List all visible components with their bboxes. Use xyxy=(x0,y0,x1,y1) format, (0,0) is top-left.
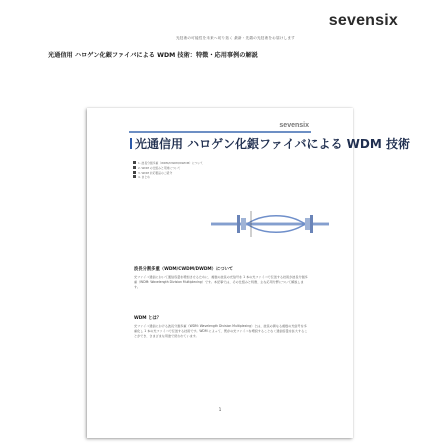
section-heading-1: 波長分割多重（WDM/CWDM/DWDM）について xyxy=(134,267,234,272)
optical-fiber-illustration xyxy=(211,191,329,251)
document-page-preview xyxy=(87,108,410,438)
brand-logo: sevensix xyxy=(328,12,398,29)
brand-tagline: 光技術の可能性を未来へ切り拓く 最新・先端の光技術をお届けします xyxy=(176,36,295,40)
toc-item: 2. WDM の仕組みと用途について xyxy=(133,166,225,171)
page-title-text: 光通信用 ハロゲン化銀ファイバによる WDM 技術 xyxy=(135,137,410,151)
table-of-contents xyxy=(133,161,225,191)
page-title xyxy=(130,135,410,152)
section-body-2: 光ファイバ通信における波長分割多重（WDM: Wavelength Division Multiplexing）とは、波長の異なる複数の光信号を多重化し 1 本の光ファイバで伝送する技術です。WDM によって、既存の光ファイバを増設することなく通信容量を拡大することができ、さまざまな用途で使われています。 xyxy=(134,324,308,339)
title-accent-bar xyxy=(130,138,132,149)
section-heading-2: WDM とは？ xyxy=(134,316,161,321)
document-title: 光通信用 ハロゲン化銀ファイバによる WDM 技術：特徴・応用事例の解説 xyxy=(48,52,258,59)
page-title-rule xyxy=(129,131,311,133)
page-brand-logo: sevensix xyxy=(279,122,309,129)
toc-item: 1. 波長分割多重（WDM/CWDM/DWDM）について xyxy=(133,161,225,166)
toc-item: 4. まとめ xyxy=(133,175,225,180)
section-body-1: 光ファイバ通信において通信容量を増加させるために、複数の波長の光信号を 1 本の光ファイバで伝送する技術が波長分割多重（WDM: Wavelength Division Multiplexing）です。本記事では、その仕組みと特徴、主な応用分野について解説します。 xyxy=(134,275,308,290)
toc-item: 3. WDM 対応製品のご紹介 xyxy=(133,171,225,176)
page-number: 1 xyxy=(218,407,222,412)
